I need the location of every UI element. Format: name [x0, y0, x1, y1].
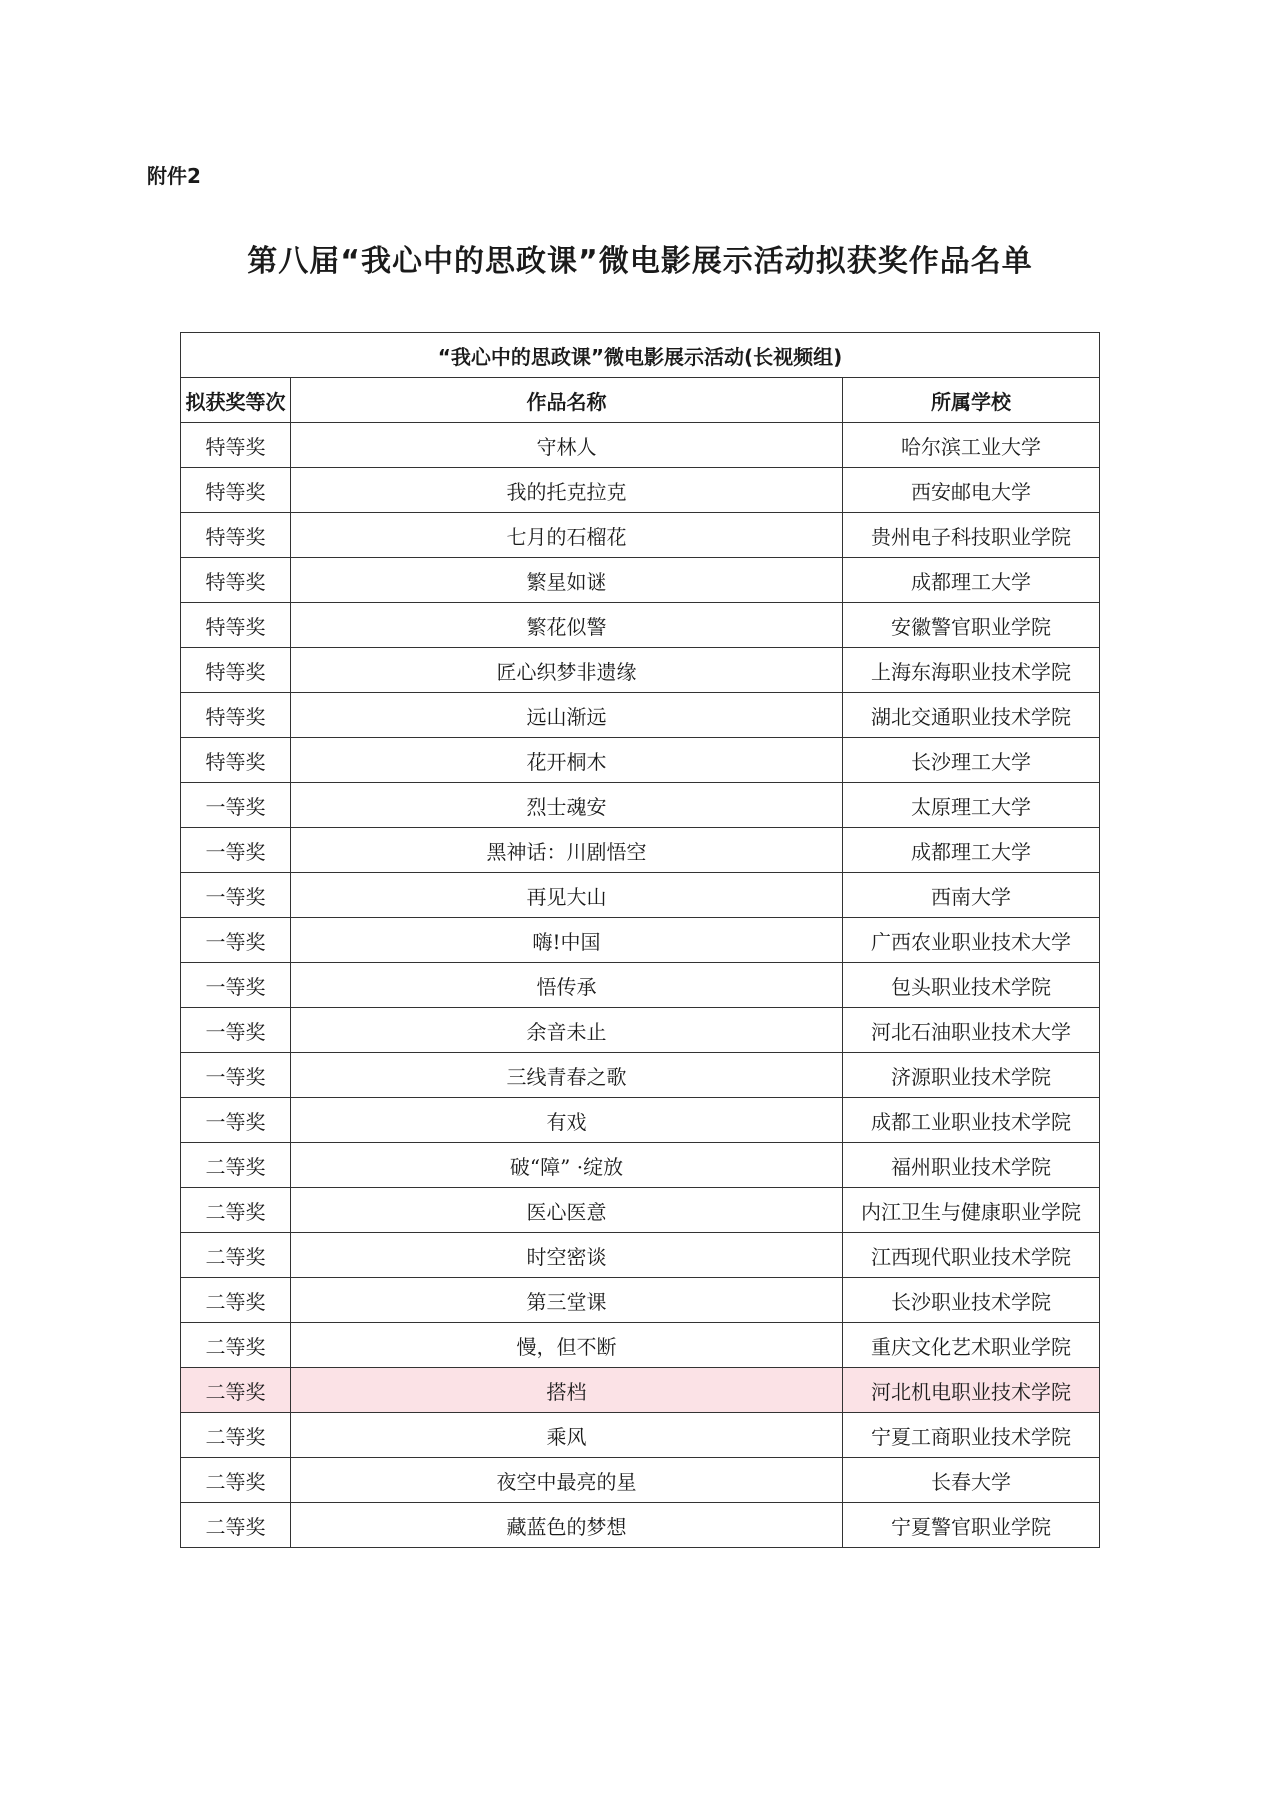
award-level-cell: 一等奖 — [181, 1053, 291, 1098]
award-level-cell: 特等奖 — [181, 558, 291, 603]
table-row — [181, 558, 1100, 603]
award-level-cell: 一等奖 — [181, 1098, 291, 1143]
school-cell: 贵州电子科技职业学院 — [843, 513, 1100, 558]
table-row — [181, 603, 1100, 648]
table-row — [181, 1188, 1100, 1233]
work-title-cell: 第三堂课 — [291, 1278, 843, 1323]
table-row — [181, 1458, 1100, 1503]
school-cell: 上海东海职业技术学院 — [843, 648, 1100, 693]
school-cell: 湖北交通职业技术学院 — [843, 693, 1100, 738]
table-row — [181, 648, 1100, 693]
table-body — [181, 423, 1100, 1548]
award-level-cell: 二等奖 — [181, 1278, 291, 1323]
work-title-cell: 守林人 — [291, 423, 843, 468]
school-cell: 长沙职业技术学院 — [843, 1278, 1100, 1323]
school-cell: 成都理工大学 — [843, 558, 1100, 603]
table-row — [181, 1323, 1100, 1368]
table-row — [181, 963, 1100, 1008]
award-level-cell: 一等奖 — [181, 828, 291, 873]
table-row — [181, 1143, 1100, 1188]
award-level-cell: 特等奖 — [181, 738, 291, 783]
school-cell: 成都工业职业技术学院 — [843, 1098, 1100, 1143]
table-row — [181, 738, 1100, 783]
award-level-cell: 二等奖 — [181, 1413, 291, 1458]
work-title-cell: 医心医意 — [291, 1188, 843, 1233]
table-row — [181, 1278, 1100, 1323]
school-cell: 西南大学 — [843, 873, 1100, 918]
award-level-cell: 特等奖 — [181, 603, 291, 648]
table-caption: “我心中的思政课”微电影展示活动(长视频组) — [181, 333, 1100, 378]
school-cell: 江西现代职业技术学院 — [843, 1233, 1100, 1278]
work-title-cell: 夜空中最亮的星 — [291, 1458, 843, 1503]
work-title-cell: 慢，但不断 — [291, 1323, 843, 1368]
table-row — [181, 468, 1100, 513]
work-title-cell: 七月的石榴花 — [291, 513, 843, 558]
award-level-cell: 二等奖 — [181, 1368, 291, 1413]
work-title-cell: 远山渐远 — [291, 693, 843, 738]
document-title: 第八届“我心中的思政课”微电影展示活动拟获奖作品名单 — [247, 244, 1033, 279]
school-cell: 河北石油职业技术大学 — [843, 1008, 1100, 1053]
school-cell: 长沙理工大学 — [843, 738, 1100, 783]
school-cell: 长春大学 — [843, 1458, 1100, 1503]
award-level-cell: 二等奖 — [181, 1233, 291, 1278]
work-title-cell: 再见大山 — [291, 873, 843, 918]
work-title-cell: 乘风 — [291, 1413, 843, 1458]
work-title-cell: 藏蓝色的梦想 — [291, 1503, 843, 1548]
work-title-cell: 有戏 — [291, 1098, 843, 1143]
table-row — [181, 873, 1100, 918]
award-level-cell: 一等奖 — [181, 873, 291, 918]
table-row — [181, 1098, 1100, 1143]
award-level-cell: 特等奖 — [181, 423, 291, 468]
work-title-cell: 嗨!中国 — [291, 918, 843, 963]
award-level-cell: 二等奖 — [181, 1458, 291, 1503]
work-title-cell: 繁星如谜 — [291, 558, 843, 603]
school-cell: 成都理工大学 — [843, 828, 1100, 873]
table-row — [181, 423, 1100, 468]
table-row — [181, 513, 1100, 558]
award-level-cell: 二等奖 — [181, 1503, 291, 1548]
school-cell: 宁夏工商职业技术学院 — [843, 1413, 1100, 1458]
award-level-cell: 二等奖 — [181, 1143, 291, 1188]
school-cell: 太原理工大学 — [843, 783, 1100, 828]
award-level-cell: 特等奖 — [181, 648, 291, 693]
school-cell: 济源职业技术学院 — [843, 1053, 1100, 1098]
school-cell: 西安邮电大学 — [843, 468, 1100, 513]
work-title-cell: 搭档 — [291, 1368, 843, 1413]
table-header-row — [181, 378, 1100, 423]
award-level-cell: 特等奖 — [181, 693, 291, 738]
work-title-cell: 破“障” ·绽放 — [291, 1143, 843, 1188]
header-work-title: 作品名称 — [291, 378, 843, 423]
attachment-label: 附件2 — [147, 164, 201, 188]
work-title-cell: 烈士魂安 — [291, 783, 843, 828]
school-cell: 内江卫生与健康职业学院 — [843, 1188, 1100, 1233]
school-cell: 福州职业技术学院 — [843, 1143, 1100, 1188]
work-title-cell: 余音未止 — [291, 1008, 843, 1053]
work-title-cell: 花开桐木 — [291, 738, 843, 783]
work-title-cell: 悟传承 — [291, 963, 843, 1008]
work-title-cell: 时空密谈 — [291, 1233, 843, 1278]
table-row — [181, 1233, 1100, 1278]
table-row-highlighted — [181, 1368, 1100, 1413]
school-cell: 包头职业技术学院 — [843, 963, 1100, 1008]
table-row — [181, 1053, 1100, 1098]
table-row — [181, 828, 1100, 873]
work-title-cell: 繁花似警 — [291, 603, 843, 648]
school-cell: 哈尔滨工业大学 — [843, 423, 1100, 468]
awards-table — [180, 332, 1100, 1548]
award-level-cell: 特等奖 — [181, 468, 291, 513]
table-row — [181, 783, 1100, 828]
table-row — [181, 1413, 1100, 1458]
work-title-cell: 黑神话：川剧悟空 — [291, 828, 843, 873]
work-title-cell: 我的托克拉克 — [291, 468, 843, 513]
award-level-cell: 二等奖 — [181, 1323, 291, 1368]
school-cell: 河北机电职业技术学院 — [843, 1368, 1100, 1413]
school-cell: 重庆文化艺术职业学院 — [843, 1323, 1100, 1368]
award-level-cell: 特等奖 — [181, 513, 291, 558]
table-row — [181, 1503, 1100, 1548]
table-caption-row — [181, 333, 1100, 378]
school-cell: 广西农业职业技术大学 — [843, 918, 1100, 963]
award-level-cell: 二等奖 — [181, 1188, 291, 1233]
header-school: 所属学校 — [843, 378, 1100, 423]
header-award-level: 拟获奖等次 — [181, 378, 291, 423]
work-title-cell: 三线青春之歌 — [291, 1053, 843, 1098]
award-level-cell: 一等奖 — [181, 963, 291, 1008]
table-row — [181, 693, 1100, 738]
work-title-cell: 匠心织梦非遗缘 — [291, 648, 843, 693]
award-level-cell: 一等奖 — [181, 1008, 291, 1053]
award-level-cell: 一等奖 — [181, 918, 291, 963]
table-row — [181, 1008, 1100, 1053]
school-cell: 宁夏警官职业学院 — [843, 1503, 1100, 1548]
award-level-cell: 一等奖 — [181, 783, 291, 828]
school-cell: 安徽警官职业学院 — [843, 603, 1100, 648]
table-row — [181, 918, 1100, 963]
